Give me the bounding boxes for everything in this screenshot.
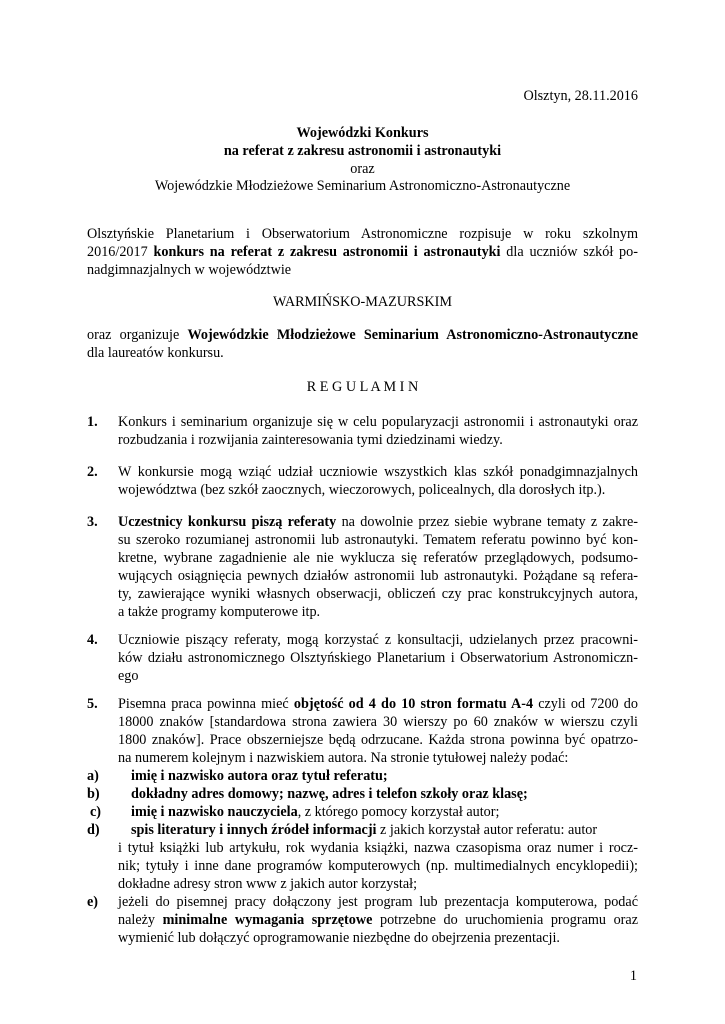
title-line-4: Wojewódzkie Młodzieżowe Seminarium Astronomiczno-Astronautyczne — [154, 178, 571, 194]
intro-laureates-line: dla laureatów konkursu. — [87, 345, 224, 361]
point-3-line-6: a także programy komputerowe itp. — [118, 604, 321, 620]
subitem-e-line-3: wymienić lub dołączyć oprogramowanie niezbędne do obejrzenia prezentacji. — [118, 930, 560, 946]
regulamin-heading: R E G U L A M I N — [306, 379, 419, 395]
subitem-d-line-2: i tytuł książki lub artykułu, rok wydania książki, nazwa czasopisma oraz numer i rocz- — [118, 840, 638, 856]
intro-organizes-line: oraz organizuje Wojewódzkie Młodzieżowe Seminarium Astronomiczno-Astronautyczne — [87, 327, 638, 343]
subitem-a-label: a) — [87, 768, 99, 784]
subitem-d-line-1: spis literatury i innych źródeł informacji z jakich korzystał autor referatu: autor — [131, 822, 598, 838]
subitem-c-label: c) — [90, 804, 102, 820]
point-5-line-1: Pisemna praca powinna mieć objętość od 4 do 10 stron formatu A-4 czyli od 7200 do — [118, 696, 638, 712]
subitem-b-text: dokładny adres domowy; nazwę, adres i telefon szkoły oraz klasę; — [131, 786, 528, 802]
point-5-line-3: 1800 znaków]. Prace obszerniejsze będą odrzucane. Każda strona powinna być opatrzo- — [118, 732, 638, 748]
point-2-line-2: województwa (bez szkół zaocznych, wieczorowych, policealnych, dla dorosłych itp.). — [118, 482, 606, 498]
subitem-d-label: d) — [87, 822, 100, 838]
subitem-e-line-1: jeżeli do pisemnej pracy dołączony jest program lub prezentacja komputerowa, podać — [118, 894, 638, 910]
point-1-line-2: rozbudzania i rozwijania zainteresowania tymi dziedzinami wiedzy. — [118, 432, 503, 448]
point-2-number: 2. — [87, 464, 98, 480]
point-3-line-5: ty, zawierające wyniki własnych obserwacji, obliczeń czy prac konstrukcyjnych autora, — [118, 586, 638, 602]
point-1-line-1: Konkurs i seminarium organizuje się w celu popularyzacji astronomii i astronautyki oraz — [118, 414, 638, 430]
point-3-number: 3. — [87, 514, 98, 530]
intro-line-1: Olsztyńskie Planetarium i Obserwatorium Astronomiczne rozpisuje w roku szkolnym — [87, 226, 638, 242]
intro-line-2: 2016/2017 konkurs na referat z zakresu astronomii i astronautyki dla uczniów szkół po- — [87, 244, 638, 260]
point-3-line-3: kretne, wybrane zagadnienie ale nie wyklucza się referatów przeglądowych, podsumo- — [118, 550, 638, 566]
point-4-line-2: ków działu astronomicznego Olsztyńskiego Planetarium i Obserwatorium Astronomiczn- — [118, 650, 638, 666]
point-1-number: 1. — [87, 414, 98, 430]
subitem-e-line-2: należy minimalne wymagania sprzętowe potrzebne do uruchomienia programu oraz — [118, 912, 638, 928]
region-name: WARMIŃSKO-MAZURSKIM — [273, 294, 452, 310]
page-number: 1 — [629, 968, 637, 984]
point-5-line-4: na numerem kolejnym i nazwiskiem autora. Na stronie tytułowej należy podać: — [118, 750, 569, 766]
place-date: Olsztyn, 28.11.2016 — [523, 88, 638, 104]
point-5-number: 5. — [87, 696, 98, 712]
title-line-3: oraz — [350, 161, 375, 177]
point-3-line-2: su szeroko rozumianej astronomii lub astronautyki. Tematem referatu powinno być kon- — [118, 532, 638, 548]
subitem-c-text: imię i nazwisko nauczyciela, z którego pomocy korzystał autor; — [131, 804, 500, 820]
subitem-b-label: b) — [87, 786, 100, 802]
point-3-line-4: wujących osiągnięcia pewnych działów astronomii lub astronautyki. Pożądane są refera- — [118, 568, 638, 584]
point-4-line-1: Uczniowie piszący referaty, mogą korzystać z konsultacji, udzielanych przez pracowni- — [118, 632, 638, 648]
point-4-number: 4. — [87, 632, 98, 648]
intro-line-3: nadgimnazjalnych w województwie — [87, 262, 292, 278]
subitem-d-line-4: dokładne adresy stron www z jakich autor korzystał; — [118, 876, 418, 892]
title-line-1: Wojewódzki Konkurs — [296, 125, 429, 141]
point-4-line-3: ego — [118, 668, 139, 684]
subitem-a-text: imię i nazwisko autora oraz tytuł referatu; — [131, 768, 388, 784]
subitem-d-line-3: nik; tytuły i inne dane programów komputerowych (np. multimedialnych encyklopedii); — [118, 858, 638, 874]
point-2-line-1: W konkursie mogą wziąć udział uczniowie wszystkich klas szkół ponadgimnazjalnych — [118, 464, 638, 480]
title-line-2: na referat z zakresu astronomii i astronautyki — [223, 143, 502, 159]
point-3-line-1: Uczestnicy konkursu piszą referaty na dowolnie przez siebie wybrane tematy z zakre- — [118, 514, 638, 530]
point-5-line-2: 18000 znaków [standardowa strona zawiera 30 wierszy po 60 znaków w wierszu czyli — [118, 714, 638, 730]
subitem-e-label: e) — [87, 894, 99, 910]
